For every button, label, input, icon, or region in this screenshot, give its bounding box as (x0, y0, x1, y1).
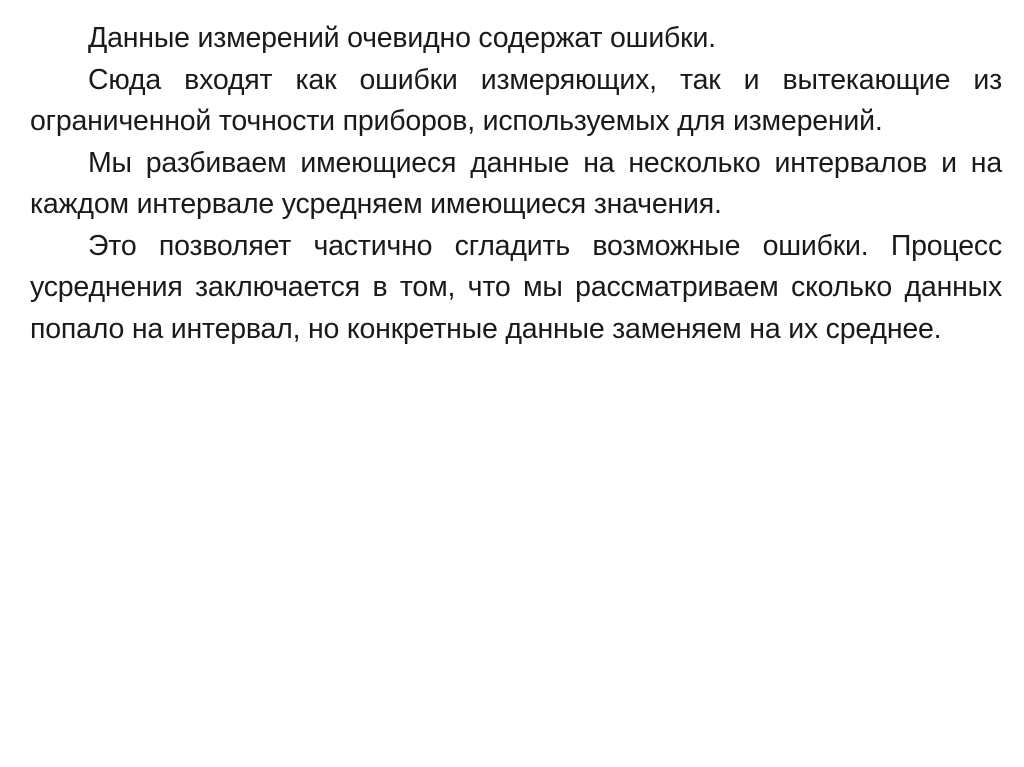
paragraph-2: Сюда входят как ошибки измеряющих, так и вытекающие из ограниченной точности приборов, используемых для измерений. (30, 63, 1002, 137)
slide-text-body (30, 18, 1002, 350)
paragraph-1: Данные измерений очевидно содержат ошибки. (88, 22, 716, 54)
paragraph-3: Мы разбиваем имеющиеся данные на несколько интервалов и на каждом интервале усредняем имеющиеся значения. (30, 146, 1002, 220)
paragraph-4: Это позволяет частично сгладить возможные ошибки. Процесс усреднения заключается в том, что мы рассматриваем сколько данных попало на интервал, но конкретные данные заменяем на их среднее. (30, 229, 1002, 345)
